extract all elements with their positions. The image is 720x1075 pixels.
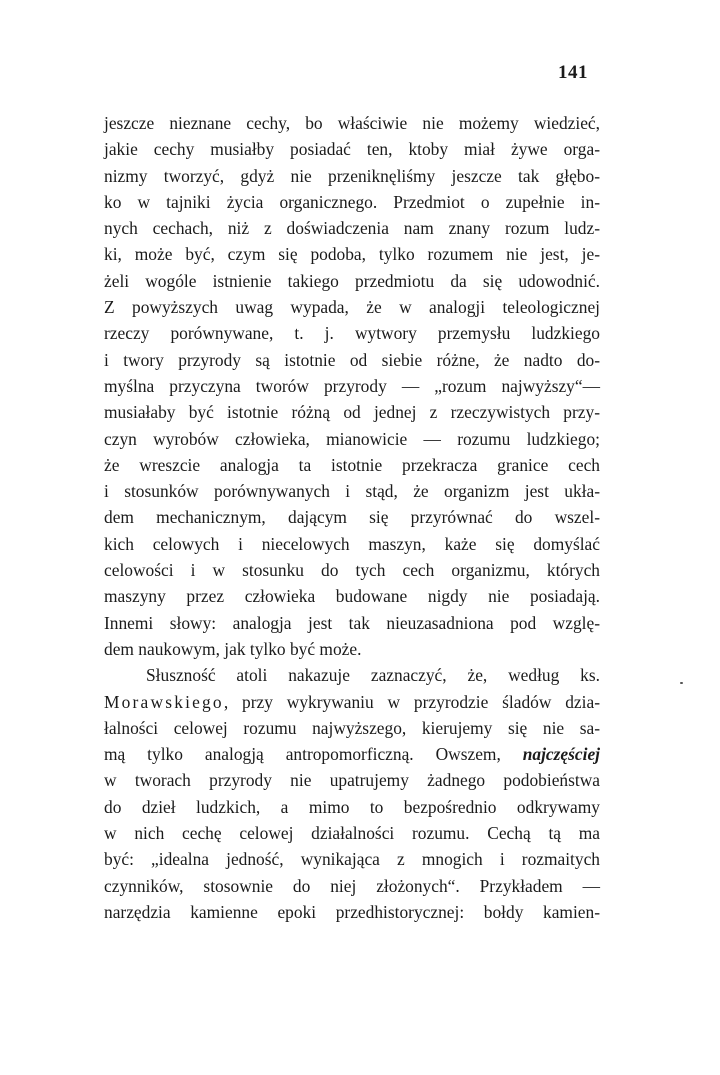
text-line: że wreszcie analogja ta istotnie przekracza granice cech xyxy=(104,454,600,475)
text-line: żeli wogóle istnienie takiego przedmiotu da się udowodnić. xyxy=(104,270,600,291)
spaced-name: Morawskiego xyxy=(104,691,224,712)
text-line: Z powyższych uwag wypada, że w analogji teleologicznej xyxy=(104,297,600,318)
text-line: i stosunków porównywanych i stąd, że organizm jest ukła- xyxy=(104,481,600,502)
text-line xyxy=(104,689,600,715)
paragraph-first-line: Słuszność atoli nakazuje zaznaczyć, że, według ks. xyxy=(146,665,600,686)
text-fragment: mą tylko analogją antropomorficzną. Owszem, xyxy=(104,744,523,765)
text-line: do dzieł ludzkich, a mimo to bezpośrednio odkrywamy xyxy=(104,796,600,817)
text-line: czynników, stosownie do niej złożonych“. Przykładem — xyxy=(104,875,600,896)
italic-emphasis: najczęściej xyxy=(522,744,600,765)
text-line xyxy=(104,741,600,767)
text-line: kich celowych i niecelowych maszyn, każe się domyślać xyxy=(104,533,600,554)
text-line: musiałaby być istotnie różną od jednej z rzeczywistych przy- xyxy=(104,402,600,423)
text-line: ko w tajniki życia organicznego. Przedmiot o zupełnie in- xyxy=(104,191,600,212)
text-line: dem naukowym, jak tylko być może. xyxy=(104,638,362,659)
text-line: i twory przyrody są istotnie od siebie różne, że nadto do- xyxy=(104,349,600,370)
text-line: maszyny przez człowieka budowane nigdy nie posiadają. xyxy=(104,586,600,607)
text-line: dem mechanicznym, dającym się przyrównać do wszel- xyxy=(104,507,600,528)
text-fragment: , przy wykrywaniu w przyrodzie śladów dzia- xyxy=(223,691,600,712)
text-line: ki, może być, czym się podoba, tylko rozumem nie jest, je- xyxy=(104,244,600,265)
body-text xyxy=(104,110,600,925)
text-line: celowości i w stosunku do tych cech organizmu, których xyxy=(104,560,600,581)
text-line: rzeczy porównywane, t. j. wytwory przemysłu ludzkiego xyxy=(104,323,600,344)
text-line: być: „idealna jedność, wynikająca z mnogich i rozmaitych xyxy=(104,849,600,870)
text-line: myślna przyczyna tworów przyrody — „rozum najwyższy“— xyxy=(104,375,600,396)
text-line: czyn wyrobów człowieka, mianowicie — rozumu ludzkiego; xyxy=(104,428,600,449)
text-line: narzędzia kamienne epoki przedhistorycznej: bołdy kamien- xyxy=(104,901,600,922)
text-line: nych cechach, niż z doświadczenia nam znany rozum ludz- xyxy=(104,218,600,239)
page-number: 141 xyxy=(558,62,588,83)
text-line: w nich cechę celowej działalności rozumu. Cechą tą ma xyxy=(104,823,600,844)
text-line: jakie cechy musiałby posiadać ten, ktoby miał żywe orga- xyxy=(104,139,600,160)
scan-speck xyxy=(680,682,683,684)
text-line: Innemi słowy: analogja jest tak nieuzasadniona pod wzglę- xyxy=(104,612,600,633)
text-line: jeszcze nieznane cechy, bo właściwie nie możemy wiedzieć, xyxy=(104,113,600,133)
text-line: nizmy tworzyć, gdyż nie przeniknęliśmy jeszcze tak głębo- xyxy=(104,165,600,186)
text-line: łalności celowej rozumu najwyższego, kierujemy się nie sa- xyxy=(104,717,600,738)
text-line: w tworach przyrody nie upatrujemy żadnego podobieństwa xyxy=(104,770,600,791)
